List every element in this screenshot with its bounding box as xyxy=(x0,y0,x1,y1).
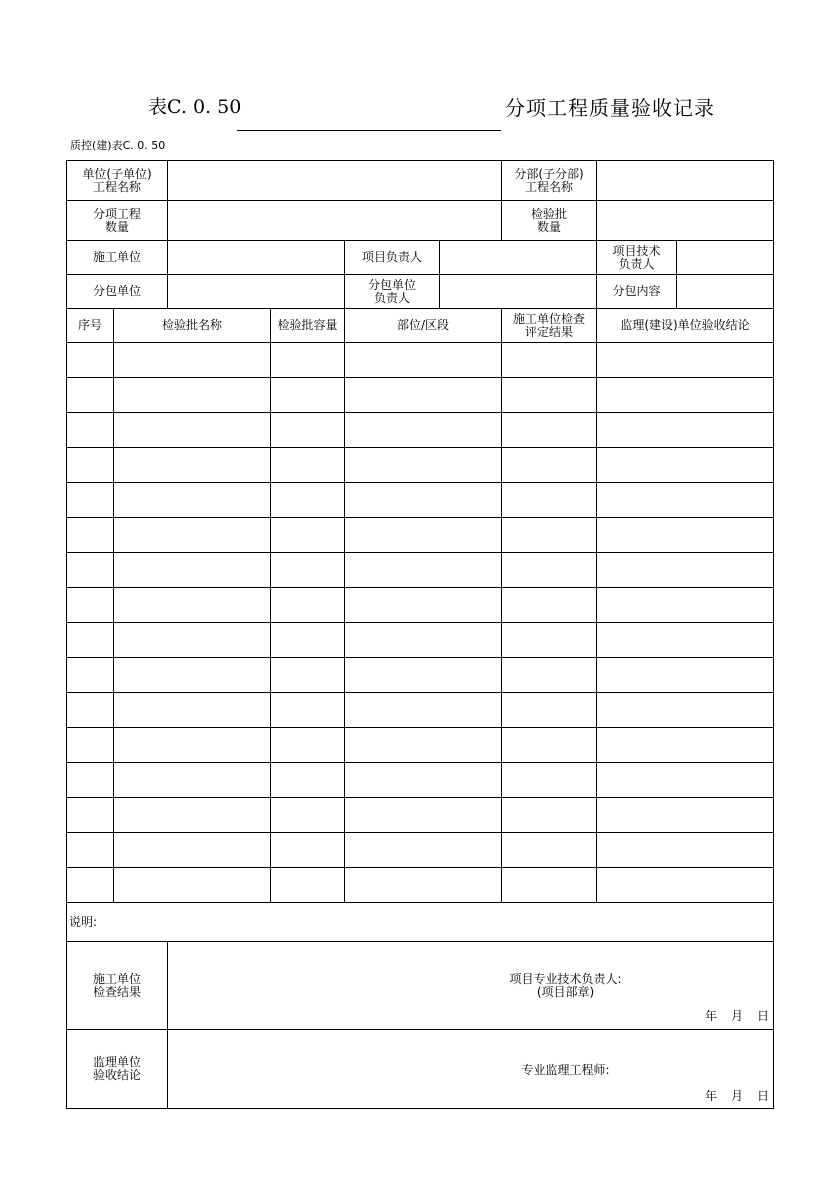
supervisor-conclusion-cell[interactable] xyxy=(597,483,774,518)
info-row-2 xyxy=(67,201,774,241)
seq-cell[interactable] xyxy=(67,343,114,378)
tech-lead-label: 项目技术 负责人 xyxy=(597,241,677,275)
batch-capacity-cell[interactable] xyxy=(271,798,345,833)
notes-field[interactable] xyxy=(67,903,774,942)
batch-name-cell[interactable] xyxy=(114,378,271,413)
contractor-result-cell[interactable] xyxy=(502,588,597,623)
tech-lead-field[interactable] xyxy=(677,241,774,275)
location-cell[interactable] xyxy=(345,798,502,833)
table-row xyxy=(67,658,774,693)
data-rows xyxy=(67,343,774,903)
subitem-qty-label: 分项工程 数量 xyxy=(67,201,168,241)
seq-cell[interactable] xyxy=(67,693,114,728)
contractor-result-cell[interactable] xyxy=(502,868,597,903)
batch-capacity-cell[interactable] xyxy=(271,343,345,378)
supervisor-conclusion-cell[interactable] xyxy=(597,518,774,553)
column-header-row xyxy=(67,309,774,343)
seq-cell[interactable] xyxy=(67,553,114,588)
supervisor-conclusion-cell[interactable] xyxy=(597,763,774,798)
contractor-result-cell[interactable] xyxy=(502,763,597,798)
info-row-1 xyxy=(67,161,774,201)
contractor-check-label: 施工单位 检查结果 xyxy=(67,942,168,1030)
supervisor-conclusion-cell[interactable] xyxy=(597,693,774,728)
location-cell[interactable] xyxy=(345,833,502,868)
title-underline xyxy=(237,130,501,131)
table-row xyxy=(67,868,774,903)
notes-row xyxy=(67,903,774,942)
batch-name-cell[interactable] xyxy=(114,658,271,693)
division-project-field[interactable] xyxy=(597,161,774,201)
table-row xyxy=(67,728,774,763)
contractor-check-field[interactable] xyxy=(168,942,774,1030)
info-row-3 xyxy=(67,241,774,275)
unit-project-label: 单位(子单位) 工程名称 xyxy=(67,161,168,201)
supervisor-conclusion-cell[interactable] xyxy=(597,868,774,903)
batch-capacity-cell[interactable] xyxy=(271,693,345,728)
supervisor-conclusion-cell[interactable] xyxy=(597,448,774,483)
batch-capacity-cell[interactable] xyxy=(271,553,345,588)
location-cell[interactable] xyxy=(345,553,502,588)
sub-manager-label: 分包单位 负责人 xyxy=(345,275,440,309)
batch-capacity-cell[interactable] xyxy=(271,413,345,448)
batch-name-cell[interactable] xyxy=(114,483,271,518)
batch-qty-field[interactable] xyxy=(597,201,774,241)
contractor-check-row xyxy=(67,942,774,1030)
seq-cell[interactable] xyxy=(67,518,114,553)
division-project-label: 分部(子分部) 工程名称 xyxy=(502,161,597,201)
contractor-stamp-label: (项目部章) xyxy=(536,985,595,999)
table-row xyxy=(67,378,774,413)
form-title: 分项工程质量验收记录 xyxy=(505,96,715,120)
col-header-batch-capacity: 检验批容量 xyxy=(271,309,345,343)
batch-name-cell[interactable] xyxy=(114,728,271,763)
table-row xyxy=(67,518,774,553)
location-cell[interactable] xyxy=(345,343,502,378)
project-manager-label: 项目负责人 xyxy=(345,241,440,275)
contractor-result-cell[interactable] xyxy=(502,728,597,763)
supervisor-conclusion-cell[interactable] xyxy=(597,833,774,868)
subcontractor-label: 分包单位 xyxy=(67,275,168,309)
unit-project-field[interactable] xyxy=(168,161,502,201)
seq-cell[interactable] xyxy=(67,658,114,693)
form-sub-code: 质控(建)表C. 0. 50 xyxy=(70,139,166,152)
batch-qty-label: 检验批 数量 xyxy=(502,201,597,241)
contractor-result-cell[interactable] xyxy=(502,448,597,483)
sub-content-field[interactable] xyxy=(677,275,774,309)
table-row xyxy=(67,763,774,798)
subcontractor-field[interactable] xyxy=(168,275,345,309)
table-row xyxy=(67,798,774,833)
location-cell[interactable] xyxy=(345,658,502,693)
project-manager-field[interactable] xyxy=(440,241,597,275)
contractor-result-cell[interactable] xyxy=(502,553,597,588)
supervisor-check-label: 监理单位 验收结论 xyxy=(67,1030,168,1109)
batch-name-cell[interactable] xyxy=(114,588,271,623)
supervisor-conclusion-cell[interactable] xyxy=(597,413,774,448)
batch-name-cell[interactable] xyxy=(114,343,271,378)
contractor-result-cell[interactable] xyxy=(502,413,597,448)
seq-cell[interactable] xyxy=(67,728,114,763)
seq-cell[interactable] xyxy=(67,448,114,483)
sub-content-label: 分包内容 xyxy=(597,275,677,309)
supervisor-date-day: 日 xyxy=(756,1089,769,1103)
batch-capacity-cell[interactable] xyxy=(271,763,345,798)
table-row xyxy=(67,413,774,448)
batch-capacity-cell[interactable] xyxy=(271,483,345,518)
form-code: 表C. 0. 50 xyxy=(148,96,242,118)
batch-capacity-cell[interactable] xyxy=(271,588,345,623)
seq-cell[interactable] xyxy=(67,623,114,658)
supervisor-conclusion-cell[interactable] xyxy=(597,623,774,658)
seq-cell[interactable] xyxy=(67,798,114,833)
seq-cell[interactable] xyxy=(67,413,114,448)
batch-name-cell[interactable] xyxy=(114,833,271,868)
location-cell[interactable] xyxy=(345,378,502,413)
supervisor-date xyxy=(691,1090,769,1103)
batch-name-cell[interactable] xyxy=(114,693,271,728)
batch-name-cell[interactable] xyxy=(114,518,271,553)
supervisor-conclusion-cell[interactable] xyxy=(597,343,774,378)
seq-cell[interactable] xyxy=(67,483,114,518)
location-cell[interactable] xyxy=(345,518,502,553)
batch-name-cell[interactable] xyxy=(114,798,271,833)
seq-cell[interactable] xyxy=(67,763,114,798)
info-row-4 xyxy=(67,275,774,309)
batch-capacity-cell[interactable] xyxy=(271,518,345,553)
location-cell[interactable] xyxy=(345,413,502,448)
batch-capacity-cell[interactable] xyxy=(271,833,345,868)
supervisor-signer-label: 专业监理工程师: xyxy=(521,1063,610,1077)
supervisor-conclusion-cell[interactable] xyxy=(597,378,774,413)
batch-name-cell[interactable] xyxy=(114,448,271,483)
table-row xyxy=(67,833,774,868)
table-row xyxy=(67,483,774,518)
batch-name-cell[interactable] xyxy=(114,868,271,903)
contractor-label: 施工单位 xyxy=(67,241,168,275)
location-cell[interactable] xyxy=(345,623,502,658)
contractor-result-cell[interactable] xyxy=(502,483,597,518)
batch-name-cell[interactable] xyxy=(114,413,271,448)
contractor-result-cell[interactable] xyxy=(502,833,597,868)
contractor-date xyxy=(691,1010,769,1023)
notes-label: 说明: xyxy=(69,914,98,929)
table-row xyxy=(67,448,774,483)
seq-cell[interactable] xyxy=(67,378,114,413)
sub-manager-field[interactable] xyxy=(440,275,597,309)
seq-cell[interactable] xyxy=(67,868,114,903)
location-cell[interactable] xyxy=(345,483,502,518)
location-cell[interactable] xyxy=(345,728,502,763)
contractor-field[interactable] xyxy=(168,241,345,275)
seq-cell[interactable] xyxy=(67,833,114,868)
contractor-result-cell[interactable] xyxy=(502,658,597,693)
col-header-supervisor-conclusion: 监理(建设)单位验收结论 xyxy=(597,309,774,343)
batch-capacity-cell[interactable] xyxy=(271,658,345,693)
location-cell[interactable] xyxy=(345,448,502,483)
location-cell[interactable] xyxy=(345,763,502,798)
supervisor-conclusion-cell[interactable] xyxy=(597,658,774,693)
batch-capacity-cell[interactable] xyxy=(271,623,345,658)
table-row xyxy=(67,588,774,623)
table-row xyxy=(67,553,774,588)
location-cell[interactable] xyxy=(345,693,502,728)
table-row xyxy=(67,623,774,658)
col-header-contractor-result: 施工单位检查 评定结果 xyxy=(502,309,597,343)
subitem-qty-field[interactable] xyxy=(168,201,502,241)
col-header-location: 部位/区段 xyxy=(345,309,502,343)
supervisor-check-row xyxy=(67,1030,774,1109)
location-cell[interactable] xyxy=(345,588,502,623)
col-header-batch-name: 检验批名称 xyxy=(114,309,271,343)
contractor-result-cell[interactable] xyxy=(502,518,597,553)
batch-capacity-cell[interactable] xyxy=(271,868,345,903)
contractor-result-cell[interactable] xyxy=(502,693,597,728)
supervisor-check-field[interactable] xyxy=(168,1030,774,1109)
batch-capacity-cell[interactable] xyxy=(271,728,345,763)
supervisor-date-year: 年 xyxy=(704,1089,717,1103)
seq-cell[interactable] xyxy=(67,588,114,623)
col-header-seq: 序号 xyxy=(67,309,114,343)
supervisor-conclusion-cell[interactable] xyxy=(597,588,774,623)
contractor-date-day: 日 xyxy=(756,1009,769,1023)
batch-capacity-cell[interactable] xyxy=(271,378,345,413)
contractor-date-year: 年 xyxy=(704,1009,717,1023)
supervisor-conclusion-cell[interactable] xyxy=(597,728,774,763)
contractor-signer-label: 项目专业技术负责人: xyxy=(509,972,622,986)
location-cell[interactable] xyxy=(345,868,502,903)
batch-capacity-cell[interactable] xyxy=(271,448,345,483)
acceptance-record-table xyxy=(66,160,774,1109)
supervisor-date-month: 月 xyxy=(730,1089,743,1103)
supervisor-conclusion-cell[interactable] xyxy=(597,553,774,588)
table-row xyxy=(67,343,774,378)
table-row xyxy=(67,693,774,728)
contractor-result-cell[interactable] xyxy=(502,798,597,833)
contractor-result-cell[interactable] xyxy=(502,378,597,413)
contractor-date-month: 月 xyxy=(730,1009,743,1023)
contractor-result-cell[interactable] xyxy=(502,623,597,658)
batch-name-cell[interactable] xyxy=(114,553,271,588)
supervisor-conclusion-cell[interactable] xyxy=(597,798,774,833)
batch-name-cell[interactable] xyxy=(114,623,271,658)
batch-name-cell[interactable] xyxy=(114,763,271,798)
contractor-result-cell[interactable] xyxy=(502,343,597,378)
